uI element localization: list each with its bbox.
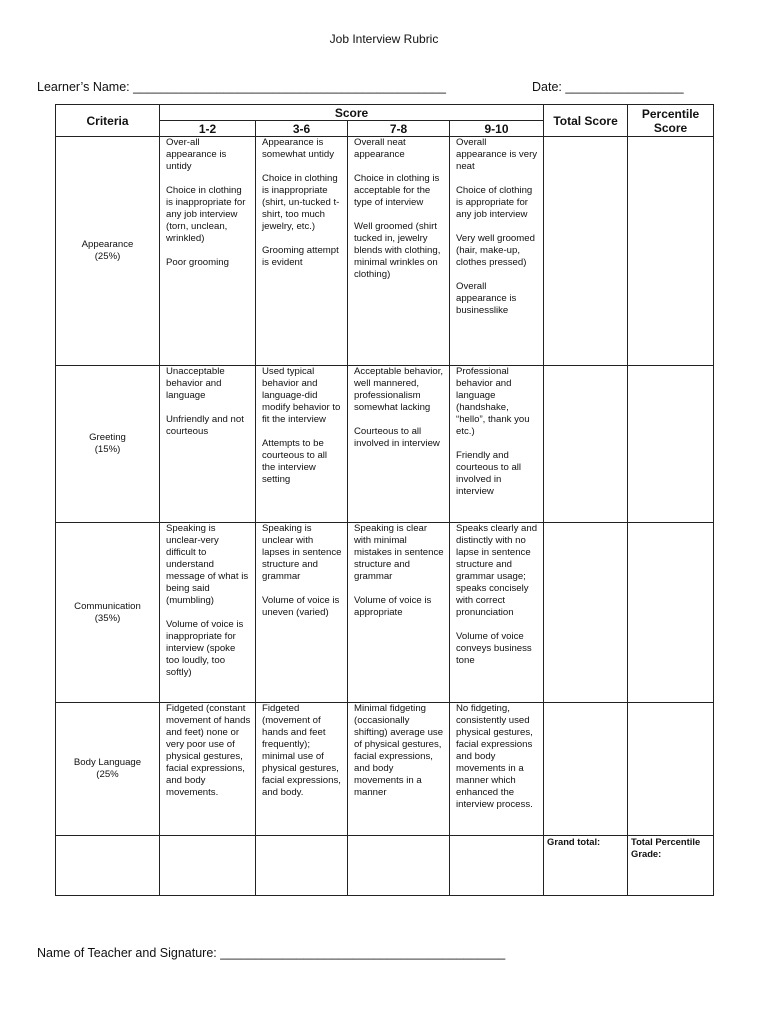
descriptor-cell (348, 137, 450, 366)
score-range-header: 7-8 (348, 121, 450, 137)
empty-cell (348, 836, 450, 896)
descriptor-cell (256, 703, 348, 836)
teacher-signature-label: Name of Teacher and Signature: _________________________________________ (37, 946, 506, 960)
criteria-name: Greeting (89, 432, 126, 443)
percentile-score-cell (628, 523, 714, 703)
total-score-cell (544, 703, 628, 836)
descriptor-text: Overall appearance is businesslike (456, 281, 517, 316)
descriptor-text: Grooming attempt is evident (262, 245, 339, 268)
percentile-score-cell (628, 366, 714, 523)
descriptor-text: Choice of clothing is appropriate for any job interview (456, 185, 533, 220)
empty-cell (160, 836, 256, 896)
learner-name-label: Learner’s Name: _____________________________________________ (37, 80, 446, 94)
descriptor-cell (450, 366, 544, 523)
descriptor-text: Well groomed (shirt tucked in, jewelry blends with clothing, minimal wrinkles on clothing) (354, 221, 441, 280)
descriptor-text: Unfriendly and not courteous (166, 414, 244, 437)
percentile-score-cell (628, 703, 714, 836)
descriptor-text: Unacceptable behavior and language (166, 366, 225, 401)
criteria-name: Appearance (81, 239, 134, 250)
criteria-name: Body Language (73, 757, 142, 768)
date-field (532, 80, 684, 94)
descriptor-text: No fidgeting, consistently used physical gestures, facial expressions and body movements in a manner which enhanced the interview process. (456, 703, 533, 810)
descriptor-text: Fidgeted (constant movement of hands and feet) none or very poor use of physical gestures, facial expressions, and body movements. (166, 703, 251, 798)
rubric-row-communication (56, 523, 714, 703)
descriptor-text: Appearance is somewhat untidy (262, 137, 334, 160)
descriptor-cell (256, 137, 348, 366)
descriptor-text: Friendly and courteous to all involved in interview (456, 450, 522, 497)
rubric-table (55, 104, 714, 896)
total-score-cell (544, 523, 628, 703)
descriptor-text: Poor grooming (166, 257, 229, 268)
descriptor-text: Over-all appearance is untidy (166, 137, 227, 172)
total-score-cell (544, 137, 628, 366)
total-score-header: Total Score (544, 105, 628, 137)
descriptor-cell (450, 523, 544, 703)
descriptor-text: Volume of voice is inappropriate for interview (spoke too loudly, too softly) (166, 619, 244, 678)
score-range-header: 1-2 (160, 121, 256, 137)
descriptor-cell (348, 366, 450, 523)
total-score-cell (544, 366, 628, 523)
descriptor-text: Very well groomed (hair, make-up, clothes pressed) (456, 233, 535, 268)
criteria-cell (56, 366, 160, 523)
descriptor-cell (160, 137, 256, 366)
criteria-cell (56, 523, 160, 703)
descriptor-text: Courteous to all involved in interview (354, 426, 440, 449)
descriptor-text: Professional behavior and language (handshake, “hello”, thank you etc.) (456, 366, 530, 437)
criteria-weight: (15%) (94, 444, 121, 455)
empty-cell (56, 836, 160, 896)
rubric-row-appearance (56, 137, 714, 366)
percentile-score-header: Percentile Score (628, 105, 714, 137)
descriptor-text: Choice in clothing is inappropriate (shirt, un-tucked t-shirt, too much jewelry, etc.) (262, 173, 340, 232)
descriptor-text: Volume of voice is uneven (varied) (262, 595, 340, 618)
criteria-cell (56, 703, 160, 836)
rubric-row-greeting (56, 366, 714, 523)
descriptor-cell (160, 703, 256, 836)
empty-cell (450, 836, 544, 896)
descriptor-text: Minimal fidgeting (occasionally shifting) average use of physical gestures, facial expressions, and body movements in a manner (354, 703, 444, 798)
total-percentile-label: Total Percentile Grade: (628, 836, 714, 896)
descriptor-cell (256, 523, 348, 703)
descriptor-cell (450, 703, 544, 836)
page-title: Job Interview Rubric (329, 32, 439, 46)
descriptor-text: Fidgeted (movement of hands and feet frequently); minimal use of physical gestures, facial expressions, and body. (262, 703, 341, 798)
descriptor-text: Speaking is unclear-very difficult to understand message of what is being said (mumbling) (166, 523, 249, 606)
descriptor-text: Volume of voice conveys business tone (456, 631, 532, 666)
criteria-name: Communication (74, 600, 141, 612)
descriptor-text: Speaking is unclear with lapses in sentence structure and grammar (262, 523, 342, 582)
grand-total-label: Grand total: (544, 836, 628, 896)
rubric-row-totals (56, 836, 714, 896)
descriptor-text: Used typical behavior and language-did modify behavior to fit the interview (262, 366, 341, 425)
descriptor-text: Attempts to be courteous to all the interview setting (262, 438, 328, 485)
teacher-signature-field (37, 946, 505, 960)
descriptor-text: Overall appearance is very neat (456, 137, 538, 172)
descriptor-text: Choice in clothing is acceptable for the type of interview (354, 173, 440, 208)
criteria-header: Criteria (56, 105, 160, 137)
descriptor-text: Choice in clothing is inappropriate for any job interview (torn, unclean, wrinkled) (166, 185, 246, 244)
date-label: Date: _________________ (532, 80, 684, 94)
rubric-row-body-language (56, 703, 714, 836)
learner-name-field (37, 80, 446, 94)
descriptor-text: Overall neat appearance (354, 137, 406, 160)
criteria-weight: (35%) (94, 612, 121, 624)
descriptor-cell (160, 523, 256, 703)
descriptor-cell (450, 137, 544, 366)
descriptor-text: Speaks clearly and distinctly with no lapse in sentence structure and grammar usage; speaks concisely with correct pronunciation (456, 523, 538, 618)
criteria-weight: (25%) (94, 251, 121, 262)
descriptor-text: Volume of voice is appropriate (354, 595, 432, 618)
score-header: Score (160, 105, 544, 121)
descriptor-text: Acceptable behavior, well mannered, professionalism somewhat lacking (354, 366, 444, 413)
descriptor-cell (256, 366, 348, 523)
score-range-header: 3-6 (256, 121, 348, 137)
descriptor-cell (348, 703, 450, 836)
empty-cell (256, 836, 348, 896)
descriptor-text: Speaking is clear with minimal mistakes in sentence structure and grammar (354, 523, 444, 582)
criteria-weight: (25% (96, 769, 119, 780)
descriptor-cell (160, 366, 256, 523)
score-range-header: 9-10 (450, 121, 544, 137)
criteria-cell (56, 137, 160, 366)
percentile-score-cell (628, 137, 714, 366)
descriptor-cell (348, 523, 450, 703)
